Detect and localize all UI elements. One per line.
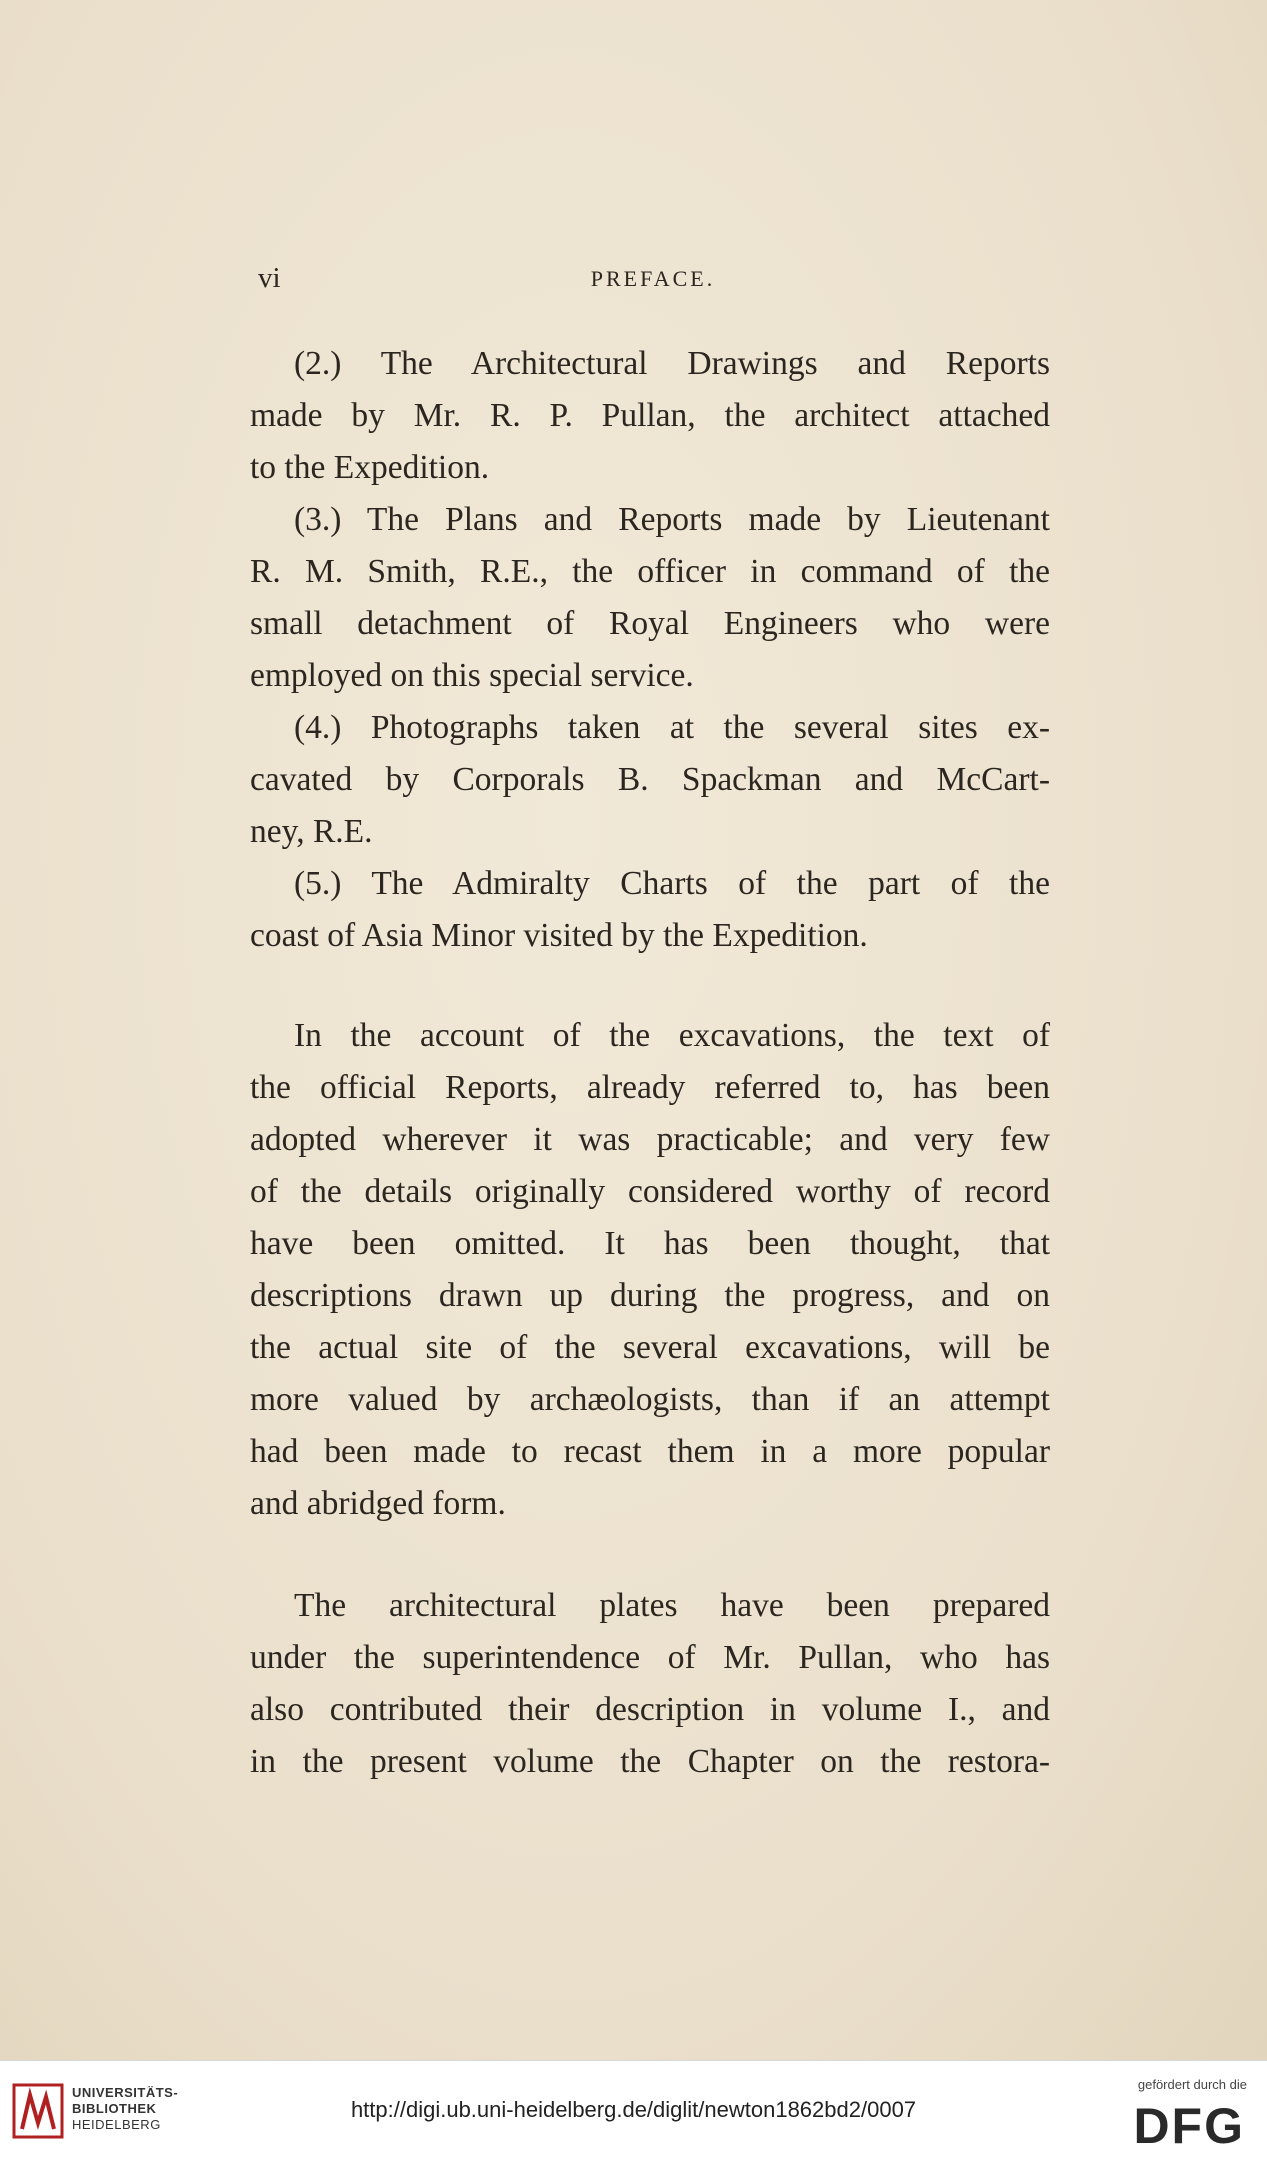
text-line: had been made to recast them in a more popular xyxy=(250,1433,1050,1470)
text-line: adopted wherever it was practicable; and very few xyxy=(250,1121,1050,1158)
text-line: (5.) The Admiralty Charts of the part of the xyxy=(294,865,1050,902)
page-header xyxy=(258,262,1048,302)
text-line: coast of Asia Minor visited by the Expedition. xyxy=(250,917,868,954)
text-line: (3.) The Plans and Reports made by Lieutenant xyxy=(294,501,1050,538)
text-line: of the details originally considered worthy of record xyxy=(250,1173,1050,1210)
text-line: also contributed their description in volume I., and xyxy=(250,1691,1050,1728)
text-line: cavated by Corporals B. Spackman and McCart- xyxy=(250,761,1050,798)
text-line: small detachment of Royal Engineers who were xyxy=(250,605,1050,642)
page-number: vi xyxy=(258,262,281,294)
text-line: in the present volume the Chapter on the restora- xyxy=(250,1743,1050,1780)
text-line: more valued by archæologists, than if an attempt xyxy=(250,1381,1050,1418)
text-line: (4.) Photographs taken at the several sites ex- xyxy=(294,709,1050,746)
funding-note: gefördert durch die xyxy=(1137,2077,1247,2092)
text-line: under the superintendence of Mr. Pullan, who has xyxy=(250,1639,1050,1676)
body-paragraph xyxy=(250,1580,1050,1788)
text-line: descriptions drawn up during the progress, and on xyxy=(250,1277,1050,1314)
text-line: (2.) The Architectural Drawings and Reports xyxy=(294,345,1050,382)
text-line: to the Expedition. xyxy=(250,449,490,486)
body-paragraph xyxy=(250,1010,1050,1530)
text-line: the official Reports, already referred to, has been xyxy=(250,1069,1050,1106)
text-line: and abridged form. xyxy=(250,1485,506,1522)
permalink-url[interactable]: http://digi.ub.uni-heidelberg.de/diglit/newton1862bd2/0007 xyxy=(350,2097,917,2122)
text-line: ney, R.E. xyxy=(250,813,373,850)
running-title: PREFACE. xyxy=(590,266,716,291)
text-line: R. M. Smith, R.E., the officer in command of the xyxy=(250,553,1050,590)
library-name-line: HEIDELBERG xyxy=(72,2117,161,2132)
text-line: employed on this special service. xyxy=(250,657,694,694)
dfg-logo: DFG xyxy=(1133,2098,1245,2154)
text-line: the actual site of the several excavations, will be xyxy=(250,1329,1050,1366)
library-name-line: UNIVERSITÄTS- xyxy=(72,2085,179,2100)
list-item-2 xyxy=(250,338,1050,494)
text-line: made by Mr. R. P. Pullan, the architect attached xyxy=(250,397,1050,434)
text-line: The architectural plates have been prepared xyxy=(294,1587,1050,1624)
viewer-footer xyxy=(0,2060,1267,2159)
list-item-4 xyxy=(250,702,1050,858)
list-item-3 xyxy=(250,494,1050,702)
text-line: In the account of the excavations, the text of xyxy=(294,1017,1050,1054)
list-item-5 xyxy=(250,858,1050,962)
text-line: have been omitted. It has been thought, that xyxy=(250,1225,1050,1262)
library-name-line: BIBLIOTHEK xyxy=(72,2101,157,2116)
